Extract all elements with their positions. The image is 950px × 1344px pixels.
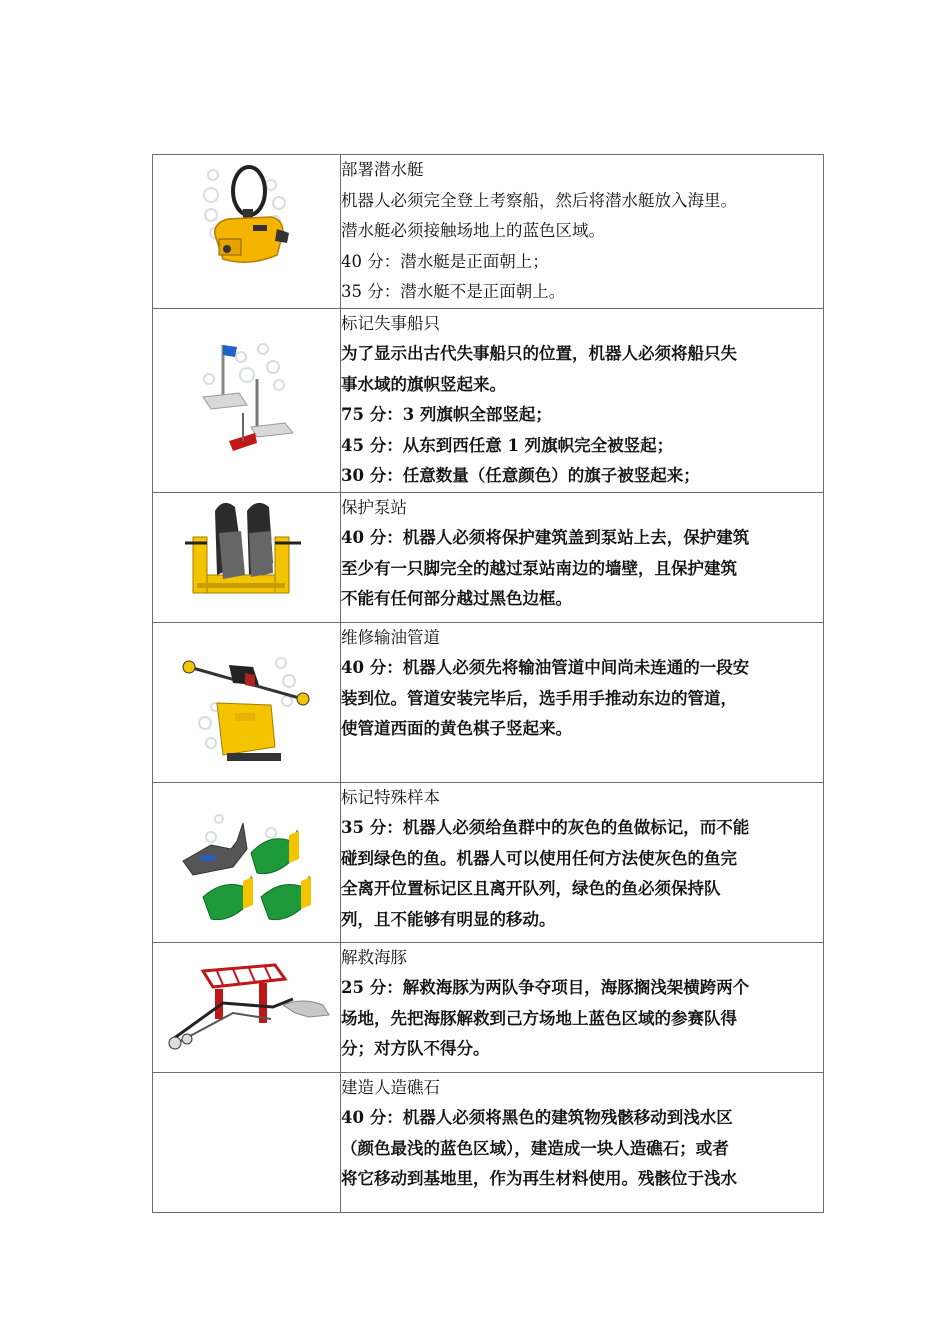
mission-title: 建造人造礁石 <box>341 1077 440 1097</box>
mission-text-line: 碰到绿色的鱼。机器人可以使用任何方法使灰色的鱼完 <box>341 848 737 868</box>
mission-image-cell <box>153 942 341 1072</box>
mission-row-pipeline <box>153 622 824 782</box>
mission-row-dolphin <box>153 942 824 1072</box>
mission-image-cell <box>153 155 341 309</box>
shipwreck-flags-icon <box>153 309 340 492</box>
mission-row-reef <box>153 1072 824 1212</box>
mission-text-line: 75 分：3 列旗帜全部竖起； <box>341 405 552 424</box>
mission-text-line: 不能有任何部分越过黑色边框。 <box>341 589 572 608</box>
mission-text-cell <box>341 308 824 492</box>
mission-text-line: 列，且不能够有明显的移动。 <box>341 909 556 929</box>
mission-text-line: 40 分：潜水艇是正面朝上； <box>341 251 549 271</box>
mission-text-line: 全离开位置标记区且离开队列，绿色的鱼必须保持队 <box>341 879 721 898</box>
mission-text-line: 45 分：从东到西任意 1 列旗帜完全被竖起； <box>341 435 674 455</box>
mission-image-cell <box>153 1072 341 1212</box>
mission-text-line: 30 分：任意数量（任意颜色）的旗子被竖起来； <box>341 466 700 485</box>
missions-table <box>152 154 824 1213</box>
mission-text-line: 35 分：潜水艇不是正面朝上。 <box>341 282 566 301</box>
mission-text-line: 为了显示出古代失事船只的位置，机器人必须将船只失 <box>341 344 737 363</box>
mission-text-line: 使管道西面的黄色棋子竖起来。 <box>341 719 572 738</box>
mission-text-line: 25 分：解救海豚为两队争夺项目，海豚搁浅架横跨两个 <box>341 978 750 997</box>
mission-row-submarine <box>153 155 824 309</box>
mission-text-cell <box>341 942 824 1072</box>
mission-text-line: 分；对方队不得分。 <box>341 1039 490 1058</box>
mission-text-line: 潜水艇必须接触场地上的蓝色区域。 <box>341 221 605 240</box>
mission-text-line: 40 分：机器人必须将黑色的建筑物残骸移动到浅水区 <box>341 1108 733 1127</box>
oil-pipeline-icon <box>153 623 340 783</box>
mission-title: 维修输油管道 <box>341 627 440 647</box>
mission-text-line: 机器人必须完全登上考察船，然后将潜水艇放入海里。 <box>341 190 737 210</box>
mission-text-cell <box>341 782 824 942</box>
mission-title: 保护泵站 <box>341 497 407 517</box>
mission-title: 标记失事船只 <box>341 313 440 333</box>
mission-text-cell <box>341 1072 824 1212</box>
mission-row-fish <box>153 782 824 942</box>
mission-text-line: （颜色最浅的蓝色区域），建造成一块人造礁石；或者 <box>341 1138 729 1158</box>
mission-text-line: 事水域的旗帜竖起来。 <box>341 374 506 394</box>
mission-image-cell <box>153 782 341 942</box>
mission-image-cell <box>153 492 341 622</box>
mission-title: 标记特殊样本 <box>341 787 440 807</box>
mission-text-cell <box>341 155 824 309</box>
pump-station-icon <box>153 493 340 623</box>
mission-row-shipwreck <box>153 308 824 492</box>
mission-text-line: 35 分：机器人必须给鱼群中的灰色的鱼做标记，而不能 <box>341 818 750 837</box>
mission-row-pump-station <box>153 492 824 622</box>
mission-image-cell <box>153 622 341 782</box>
mission-text-line: 场地，先把海豚解救到己方场地上蓝色区域的参赛队得 <box>341 1008 737 1028</box>
submarine-icon <box>153 155 340 307</box>
mission-image-cell <box>153 308 341 492</box>
mission-text-line: 装到位。管道安装完毕后，选手用手推动东边的管道， <box>341 688 737 708</box>
mission-text-line: 至少有一只脚完全的越过泵站南边的墙壁，且保护建筑 <box>341 558 737 578</box>
mission-text-line: 40 分：机器人必须先将输油管道中间尚未连通的一段安 <box>341 658 750 677</box>
dolphin-rescue-icon <box>153 943 340 1073</box>
mission-text-line: 40 分：机器人必须将保护建筑盖到泵站上去，保护建筑 <box>341 528 750 547</box>
mission-title: 部署潜水艇 <box>341 160 424 179</box>
fish-samples-icon <box>153 783 340 943</box>
mission-text-cell <box>341 622 824 782</box>
mission-text-cell <box>341 492 824 622</box>
mission-text-line: 将它移动到基地里，作为再生材料使用。残骸位于浅水 <box>341 1169 737 1188</box>
mission-title: 解救海豚 <box>341 947 407 967</box>
